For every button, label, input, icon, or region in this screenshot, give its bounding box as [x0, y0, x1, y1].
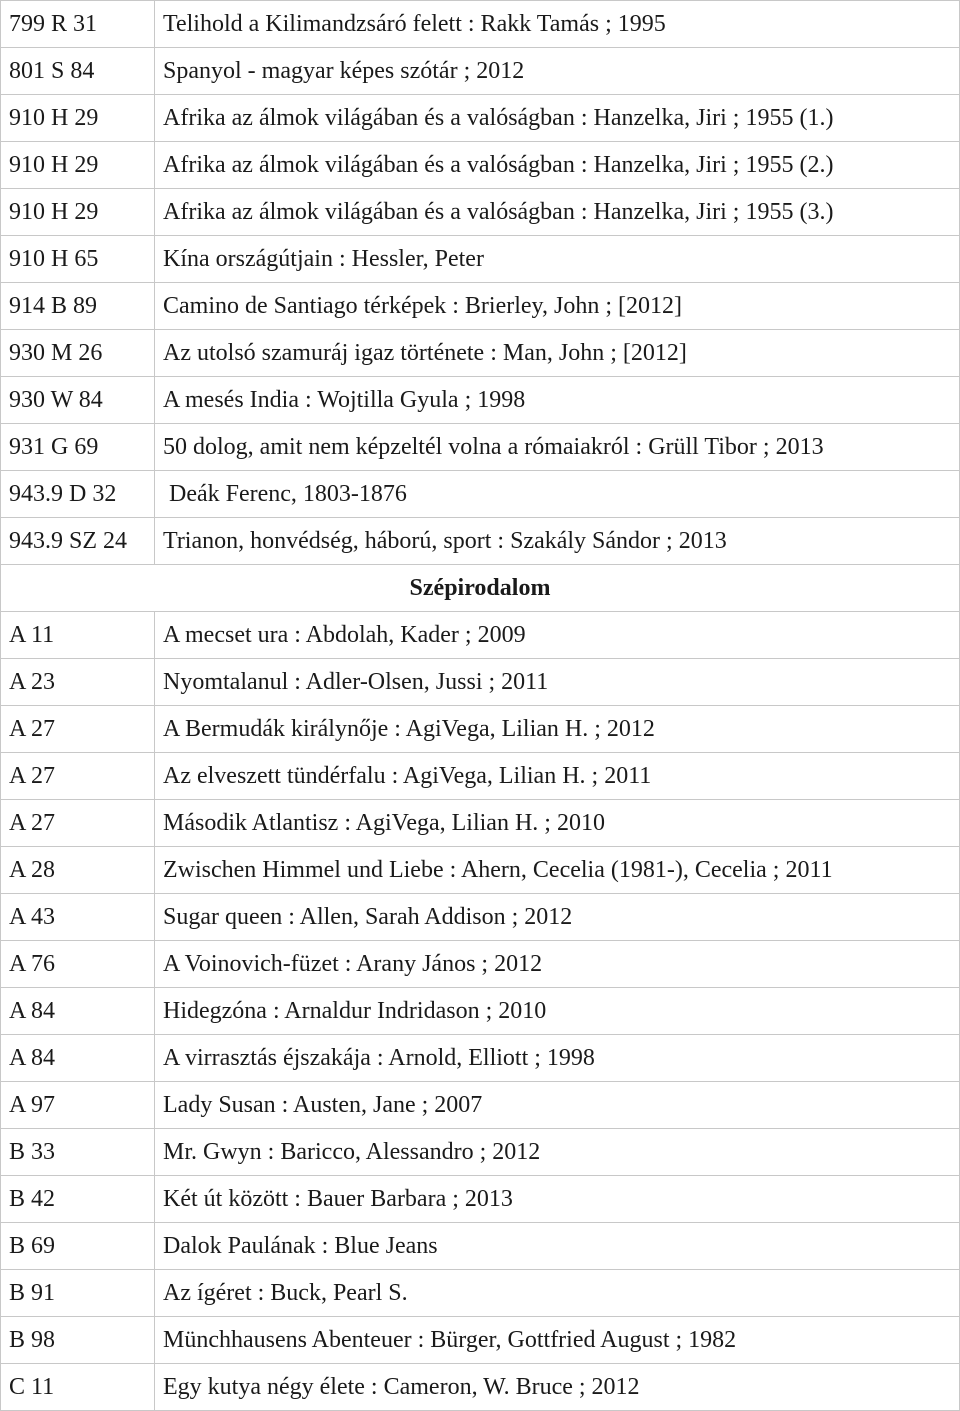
title-entry: A virrasztás éjszakája : Arnold, Elliott ; 1998: [155, 1035, 960, 1082]
section-row: [1, 565, 960, 612]
call-number: 910 H 29: [1, 142, 155, 189]
title-entry: Hidegzóna : Arnaldur Indridason ; 2010: [155, 988, 960, 1035]
section-heading: Szépirodalom: [1, 565, 960, 612]
title-entry: Afrika az álmok világában és a valóságban : Hanzelka, Jiri ; 1955 (2.): [155, 142, 960, 189]
table-row: [1, 283, 960, 330]
table-row: [1, 236, 960, 283]
call-number: 931 G 69: [1, 424, 155, 471]
title-entry: Sugar queen : Allen, Sarah Addison ; 2012: [155, 894, 960, 941]
table-row: [1, 518, 960, 565]
title-entry: Az ígéret : Buck, Pearl S.: [155, 1270, 960, 1317]
title-entry: A mesés India : Wojtilla Gyula ; 1998: [155, 377, 960, 424]
call-number: A 84: [1, 988, 155, 1035]
catalog-body: [1, 1, 960, 1411]
call-number: 910 H 29: [1, 95, 155, 142]
call-number: B 33: [1, 1129, 155, 1176]
table-row: [1, 189, 960, 236]
call-number: A 27: [1, 753, 155, 800]
title-entry: Második Atlantisz : AgiVega, Lilian H. ; 2010: [155, 800, 960, 847]
title-entry: Afrika az álmok világában és a valóságban : Hanzelka, Jiri ; 1955 (1.): [155, 95, 960, 142]
table-row: [1, 1317, 960, 1364]
title-entry: Münchhausens Abenteuer : Bürger, Gottfried August ; 1982: [155, 1317, 960, 1364]
title-entry: Lady Susan : Austen, Jane ; 2007: [155, 1082, 960, 1129]
title-entry: A mecset ura : Abdolah, Kader ; 2009: [155, 612, 960, 659]
call-number: A 23: [1, 659, 155, 706]
table-row: [1, 612, 960, 659]
call-number: B 69: [1, 1223, 155, 1270]
table-row: [1, 706, 960, 753]
call-number: 799 R 31: [1, 1, 155, 48]
call-number: 930 M 26: [1, 330, 155, 377]
table-row: [1, 1035, 960, 1082]
table-row: [1, 1270, 960, 1317]
call-number: A 97: [1, 1082, 155, 1129]
table-row: [1, 941, 960, 988]
call-number: A 84: [1, 1035, 155, 1082]
call-number: A 43: [1, 894, 155, 941]
call-number: B 42: [1, 1176, 155, 1223]
title-entry: Két út között : Bauer Barbara ; 2013: [155, 1176, 960, 1223]
title-entry: A Bermudák királynője : AgiVega, Lilian H. ; 2012: [155, 706, 960, 753]
title-entry: Camino de Santiago térképek : Brierley, John ; [2012]: [155, 283, 960, 330]
table-row: [1, 1223, 960, 1270]
title-entry: Afrika az álmok világában és a valóságban : Hanzelka, Jiri ; 1955 (3.): [155, 189, 960, 236]
title-entry: Spanyol - magyar képes szótár ; 2012: [155, 48, 960, 95]
call-number: A 76: [1, 941, 155, 988]
title-entry: A Voinovich-füzet : Arany János ; 2012: [155, 941, 960, 988]
call-number: 930 W 84: [1, 377, 155, 424]
title-entry: Az elveszett tündérfalu : AgiVega, Lilian H. ; 2011: [155, 753, 960, 800]
call-number: 943.9 D 32: [1, 471, 155, 518]
title-entry: Nyomtalanul : Adler-Olsen, Jussi ; 2011: [155, 659, 960, 706]
call-number: A 28: [1, 847, 155, 894]
table-row: [1, 48, 960, 95]
call-number: A 27: [1, 706, 155, 753]
call-number: C 11: [1, 1364, 155, 1411]
table-row: [1, 1364, 960, 1411]
title-entry: Telihold a Kilimandzsáró felett : Rakk Tamás ; 1995: [155, 1, 960, 48]
title-entry: Egy kutya négy élete : Cameron, W. Bruce ; 2012: [155, 1364, 960, 1411]
title-entry: Trianon, honvédség, háború, sport : Szakály Sándor ; 2013: [155, 518, 960, 565]
call-number: 943.9 SZ 24: [1, 518, 155, 565]
call-number: 910 H 65: [1, 236, 155, 283]
table-row: [1, 800, 960, 847]
title-entry: Dalok Paulának : Blue Jeans: [155, 1223, 960, 1270]
table-row: [1, 142, 960, 189]
call-number: B 91: [1, 1270, 155, 1317]
table-row: [1, 1129, 960, 1176]
title-entry: Az utolsó szamuráj igaz története : Man, John ; [2012]: [155, 330, 960, 377]
table-row: [1, 894, 960, 941]
call-number: B 98: [1, 1317, 155, 1364]
title-entry: Zwischen Himmel und Liebe : Ahern, Cecelia (1981-), Cecelia ; 2011: [155, 847, 960, 894]
table-row: [1, 753, 960, 800]
title-entry: Mr. Gwyn : Baricco, Alessandro ; 2012: [155, 1129, 960, 1176]
title-entry: Kína országútjain : Hessler, Peter: [155, 236, 960, 283]
call-number: 801 S 84: [1, 48, 155, 95]
call-number: A 27: [1, 800, 155, 847]
table-row: [1, 659, 960, 706]
table-row: [1, 424, 960, 471]
table-row: [1, 1176, 960, 1223]
table-row: [1, 95, 960, 142]
table-row: [1, 988, 960, 1035]
table-row: [1, 1, 960, 48]
call-number: 914 B 89: [1, 283, 155, 330]
title-entry: Deák Ferenc, 1803-1876: [155, 471, 960, 518]
call-number: 910 H 29: [1, 189, 155, 236]
table-row: [1, 377, 960, 424]
table-row: [1, 471, 960, 518]
title-entry: 50 dolog, amit nem képzeltél volna a rómaiakról : Grüll Tibor ; 2013: [155, 424, 960, 471]
table-row: [1, 330, 960, 377]
table-row: [1, 1082, 960, 1129]
table-row: [1, 847, 960, 894]
call-number: A 11: [1, 612, 155, 659]
